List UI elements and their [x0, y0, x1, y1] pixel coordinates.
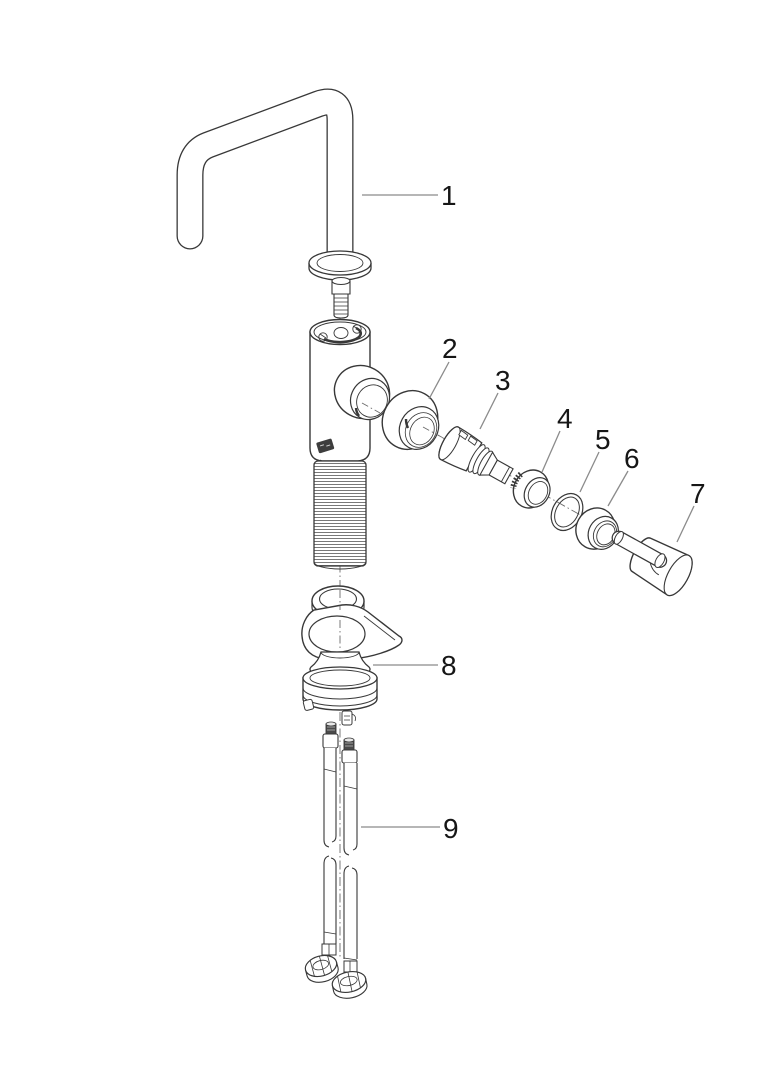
callout-leaders [361, 195, 694, 827]
callout-line-4 [542, 431, 560, 472]
faucet-body [310, 320, 399, 570]
callout-label-1: 1 [441, 180, 457, 211]
part-7-handle [603, 520, 698, 600]
callout-line-3 [480, 393, 498, 429]
fixing-stud [342, 711, 356, 725]
callout-label-9: 9 [443, 813, 459, 844]
callout-label-4: 4 [557, 403, 573, 434]
spout-flange [309, 251, 371, 280]
body-top-face [310, 320, 370, 345]
part-4-cartridge-nut [506, 463, 557, 515]
callout-line-6 [608, 471, 628, 506]
part-8-fastening-set [302, 586, 402, 725]
part-9-supply-hoses [303, 722, 369, 1001]
spout-stem [332, 278, 350, 319]
callout-label-7: 7 [690, 478, 706, 509]
callout-line-7 [677, 506, 694, 542]
part-6-handle-cap [569, 501, 627, 558]
callout-label-8: 8 [441, 650, 457, 681]
mounting-nut [303, 667, 377, 711]
part-3-cartridge [435, 424, 518, 492]
callout-line-5 [580, 452, 599, 492]
callout-label-6: 6 [624, 443, 640, 474]
hose-left [303, 722, 341, 986]
callout-label-5: 5 [595, 424, 611, 455]
part-1-spout [190, 102, 371, 318]
callout-label-3: 3 [495, 365, 511, 396]
callout-label-2: 2 [442, 333, 458, 364]
callout-labels [441, 180, 706, 844]
callout-line-2 [429, 362, 449, 399]
body-threaded-shank [314, 461, 366, 569]
